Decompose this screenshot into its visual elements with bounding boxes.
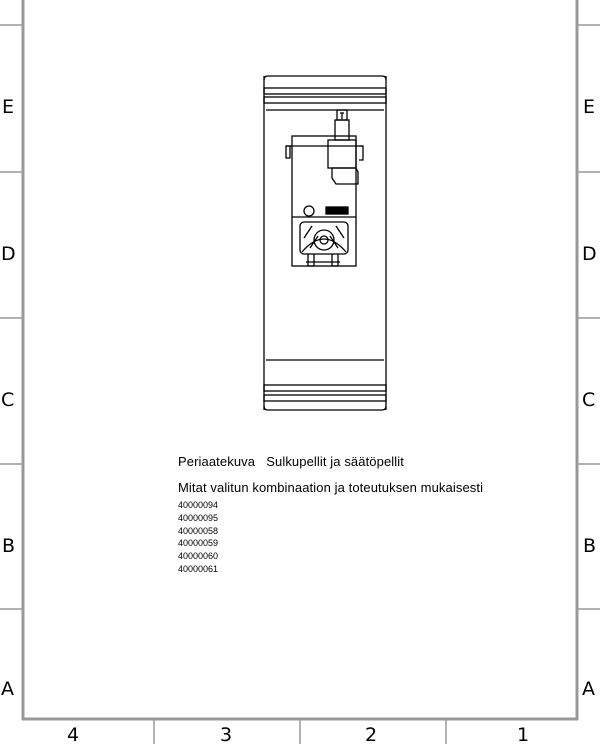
column-label-1: 1 xyxy=(517,724,530,746)
row-label-left-d: D xyxy=(1,243,16,265)
row-label-right-b: B xyxy=(583,535,597,557)
product-code: 40000059 xyxy=(178,538,219,549)
column-label-4: 4 xyxy=(67,724,80,746)
row-label-left-c: C xyxy=(1,389,15,411)
row-label-right-c: C xyxy=(582,389,596,411)
row-label-left-e: E xyxy=(2,96,15,118)
product-code: 40000060 xyxy=(178,551,219,562)
row-label-right-e: E xyxy=(583,96,596,118)
column-label-3: 3 xyxy=(220,724,233,746)
row-label-right-d: D xyxy=(582,243,597,265)
product-code: 40000095 xyxy=(178,512,219,523)
product-code: 40000058 xyxy=(178,525,219,536)
row-label-right-a: A xyxy=(582,678,595,700)
drawing-title xyxy=(178,455,404,468)
column-label-2: 2 xyxy=(365,724,378,746)
row-label-left-a: A xyxy=(1,678,14,700)
product-code: 40000061 xyxy=(178,563,219,574)
row-label-left-b: B xyxy=(2,535,16,557)
drawing-title-label: Periaatekuva xyxy=(178,454,256,469)
drawing-note: Mitat valitun kombinaation ja toteutuksen mukaisesti xyxy=(178,480,484,495)
drawing-title-value: Sulkupellit ja säätöpellit xyxy=(266,454,404,469)
product-code-list xyxy=(178,499,218,576)
damper-drawing xyxy=(264,76,386,410)
product-code: 40000094 xyxy=(178,500,219,510)
